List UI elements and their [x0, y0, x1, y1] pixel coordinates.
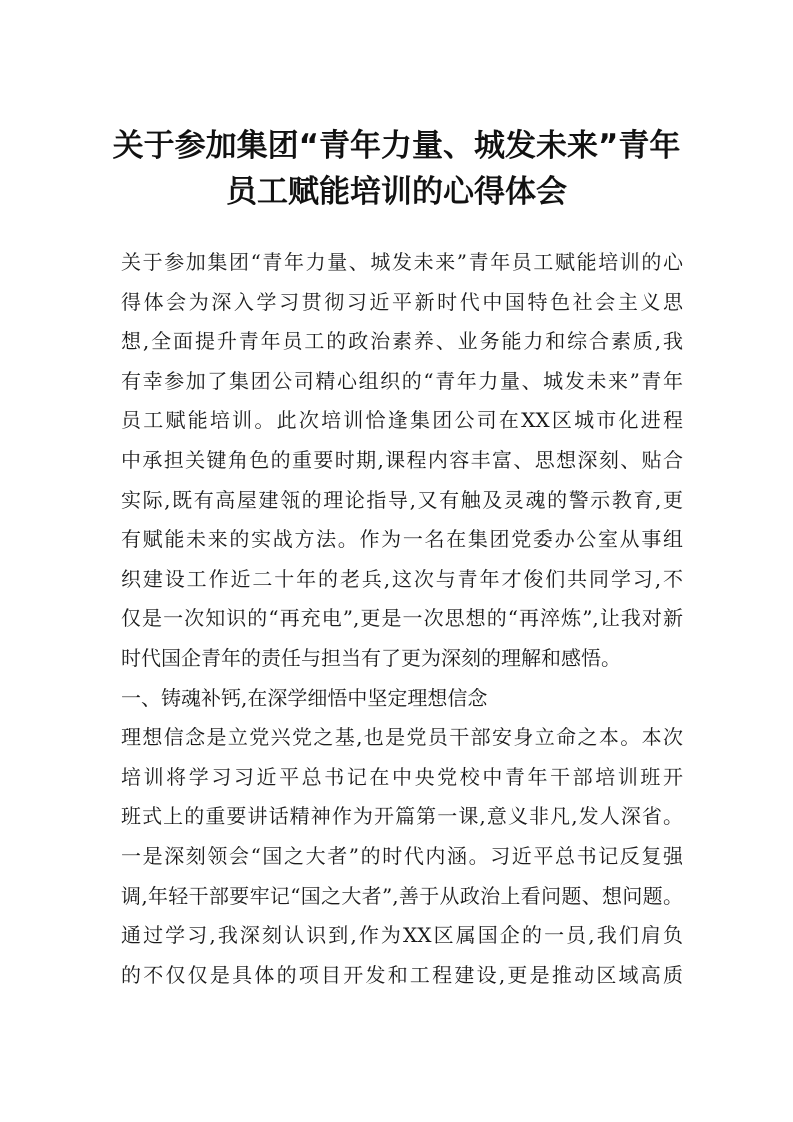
body-line: 有赋能未来的实战方法。作为一名在集团党委办公室从事组: [121, 527, 683, 551]
body-line: 中承担关键角色的重要时期,课程内容丰富、思想深刻、贴合: [121, 448, 683, 472]
body-line: 调,年轻干部要牢记“国之大者”,善于从政治上看问题、想问题。: [121, 884, 683, 908]
body-line: 理想信念是立党兴党之基,也是党员干部安身立命之本。本次: [121, 725, 683, 749]
body-line: 想,全面提升青年员工的政治素养、业务能力和综合素质,我: [121, 329, 683, 353]
body-line: 通过学习,我深刻认识到,作为XX区属国企的一员,我们肩负: [121, 923, 683, 947]
body-line: 得体会为深入学习贯彻习近平新时代中国特色社会主义思: [121, 290, 683, 314]
body-line: 的不仅仅是具体的项目开发和工程建设,更是推动区域高质: [121, 963, 683, 987]
document-title-line-1: 关于参加集团“青年力量、城发未来”青年: [112, 128, 681, 164]
body-line: 一是深刻领会“国之大者”的时代内涵。习近平总书记反复强: [121, 844, 683, 868]
body-line: 时代国企青年的责任与担当有了更为深刻的理解和感悟。: [121, 646, 621, 670]
body-line: 员工赋能培训。此次培训恰逢集团公司在XX区城市化进程: [121, 408, 683, 432]
body-line: 实际,既有高屋建瓴的理论指导,又有触及灵魂的警示教育,更: [121, 488, 683, 512]
body-line: 关于参加集团“青年力量、城发未来”青年员工赋能培训的心: [121, 250, 683, 274]
body-line: 有幸参加了集团公司精心组织的“青年力量、城发未来”青年: [121, 369, 683, 393]
body-line: 一、铸魂补钙,在深学细悟中坚定理想信念: [121, 686, 488, 710]
body-line: 仅是一次知识的“再充电”,更是一次思想的“再淬炼”,让我对新: [121, 606, 683, 630]
body-line: 培训将学习习近平总书记在中央党校中青年干部培训班开: [121, 765, 683, 789]
body-line: 织建设工作近二十年的老兵,这次与青年才俊们共同学习,不: [121, 567, 683, 591]
document-title-line-2: 员工赋能培训的心得体会: [226, 174, 567, 210]
body-line: 班式上的重要讲话精神作为开篇第一课,意义非凡,发人深省。: [121, 804, 683, 828]
